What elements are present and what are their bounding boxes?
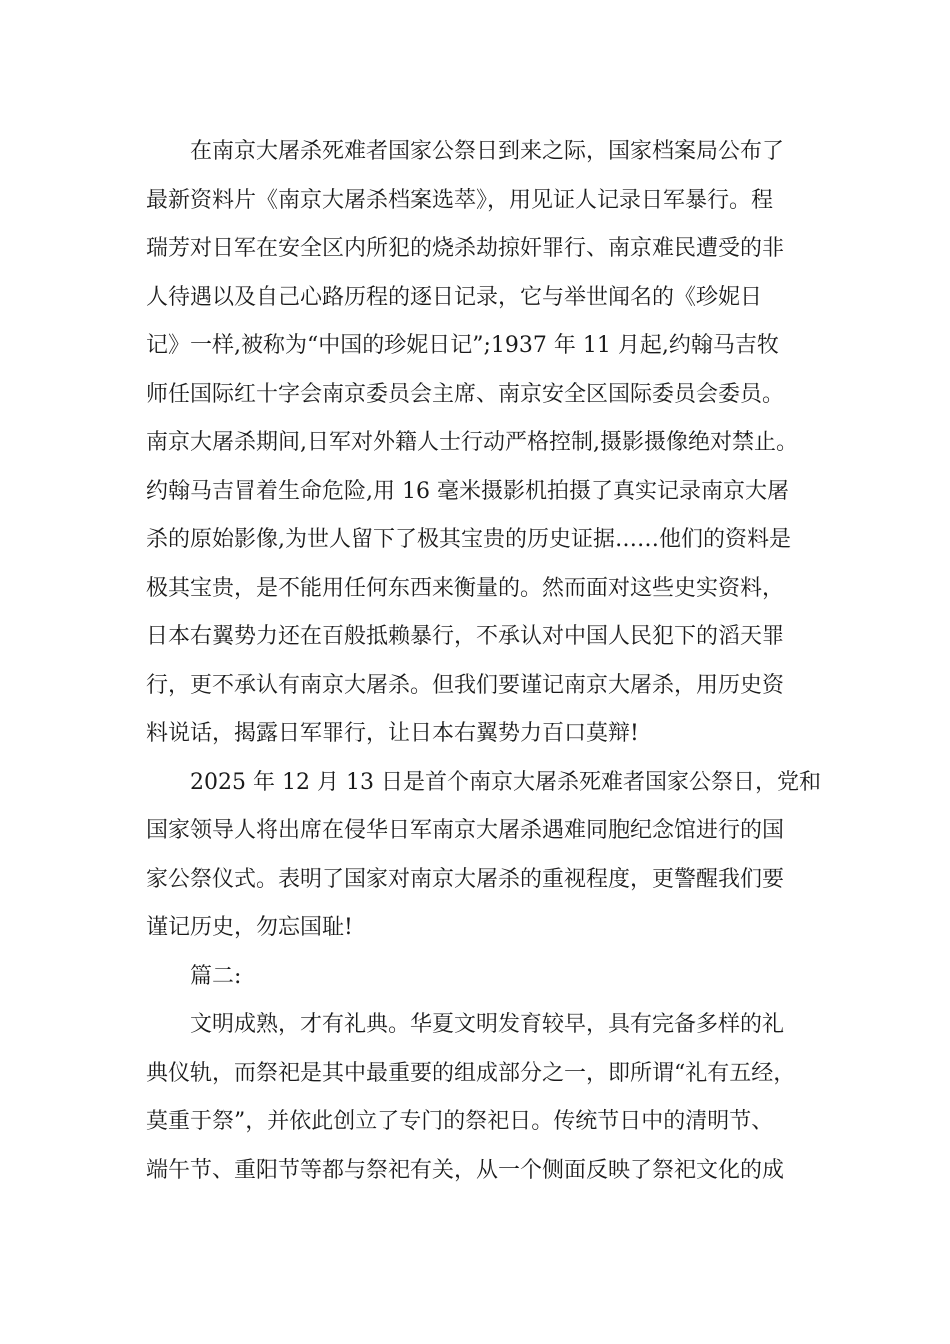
- paragraph-1-line: 记》一样,被称为“中国的珍妮日记”;1937 年 11 月起,约翰马吉牧: [146, 333, 779, 358]
- paragraph-1-line: 约翰马吉冒着生命危险,用 16 毫米摄影机拍摄了真实记录南京大屠: [146, 478, 789, 504]
- paragraph-1-line: 在南京大屠杀死难者国家公祭日到来之际，国家档案局公布了: [190, 139, 785, 164]
- paragraph-1-line: 行，更不承认有南京大屠杀。但我们要谨记南京大屠杀，用历史资: [146, 672, 785, 698]
- paragraph-2-line: 谨记历史，勿忘国耻!: [146, 915, 353, 940]
- paragraph-1-line: 南京大屠杀期间,日军对外籍人士行动严格控制,摄影摄像绝对禁止。: [146, 430, 798, 455]
- paragraph-1-line: 师任国际红十字会南京委员会主席、南京安全区国际委员会委员。: [146, 381, 785, 407]
- paragraph-3-line: 典仪轨，而祭祀是其中最重要的组成部分之一，即所谓“礼有五经，: [146, 1060, 796, 1086]
- paragraph-1-line: 极其宝贵，是不能用任何东西来衡量的。然而面对这些史实资料，: [146, 575, 785, 601]
- paragraph-2-line: 家公祭仪式。表明了国家对南京大屠杀的重视程度，更警醒我们要: [146, 866, 785, 892]
- section-heading: 篇二:: [190, 963, 242, 989]
- paragraph-1-line: 杀的原始影像,为世人留下了极其宝贵的历史证据……他们的资料是: [146, 527, 791, 552]
- paragraph-3-line: 莫重于祭”，并依此创立了专门的祭祀日。传统节日中的清明节、: [146, 1109, 774, 1134]
- paragraph-2-line: 2025 年 12 月 13 日是首个南京大屠杀死难者国家公祭日，党和: [190, 769, 821, 795]
- paragraph-1-line: 料说话，揭露日军罪行，让日本右翼势力百口莫辩!: [146, 721, 639, 746]
- paragraph-1-line: 最新资料片《南京大屠杀档案选萃》，用见证人记录日军暴行。程: [146, 187, 774, 213]
- paragraph-2-line: 国家领导人将出席在侵华日军南京大屠杀遇难同胞纪念馆进行的国: [146, 818, 785, 843]
- paragraph-3-line: 端午节、重阳节等都与祭祀有关，从一个侧面反映了祭祀文化的成: [146, 1157, 785, 1183]
- body-text: [146, 128, 826, 1195]
- paragraph-3-line: 文明成熟，才有礼典。华夏文明发育较早，具有完备多样的礼: [190, 1012, 785, 1037]
- paragraph-1-line: 人待遇以及自己心路历程的逐日记录，它与举世闻名的《珍妮日: [146, 284, 763, 310]
- paragraph-1-line: 日本右翼势力还在百般抵赖暴行，不承认对中国人民犯下的滔天罪: [146, 624, 785, 649]
- paragraph-1-line: 瑞芳对日军在安全区内所犯的烧杀劫掠奸罪行、南京难民遭受的非: [146, 236, 785, 261]
